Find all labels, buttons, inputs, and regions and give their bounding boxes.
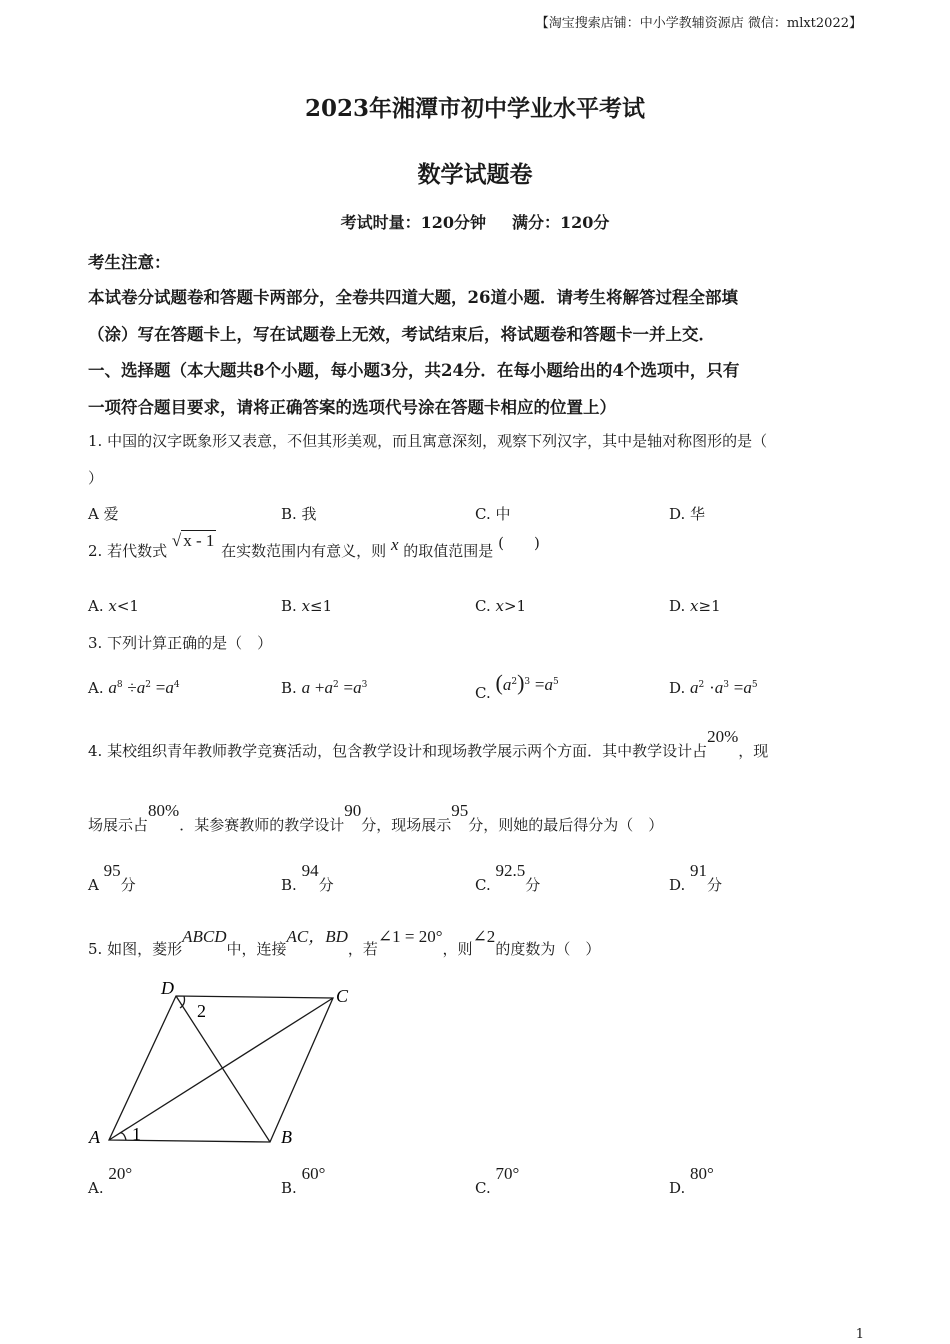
q1-option-a: A 爱 (88, 505, 119, 523)
label-angle-1: 1 (132, 1124, 141, 1144)
exam-time: 考试时量：120分钟 (340, 213, 486, 232)
label-b: B (281, 1127, 292, 1147)
q3-stem: 3. 下列计算正确的是（ ） (88, 634, 273, 652)
q4-option-c: C. 92.5分 (475, 861, 541, 894)
rhombus-figure (80, 972, 380, 1152)
q2-option-b: B. x≤1 (281, 597, 333, 615)
q5-option-a: A. 20° (88, 1164, 133, 1197)
exam-subtitle: 数学试题卷 (417, 161, 533, 188)
q4-option-a: A 95分 (88, 861, 136, 894)
q4-option-d: D. 91分 (669, 861, 723, 894)
q3-option-c: C. $(a^2)^3 =a^5$ (475, 670, 559, 702)
q2-text-pre: 2. 若代数式 (88, 542, 168, 560)
q2-option-d: D. x≥1 (669, 597, 721, 615)
q1-stem-line1: 1. 中国的汉字既象形又表意，不但其形美观，而且寓意深刻，观察下列汉字，其中是轴对称图形的是（ (88, 432, 768, 450)
q5-stem: 5. 如图，菱形ABCD中，连接AC，BD，若∠1 = 20°，则∠2的度数为（ ） (88, 927, 601, 958)
q2-text-post: 的取值范围是 (403, 542, 494, 560)
q5-option-d: D. 80° (669, 1164, 714, 1197)
q1-option-d: D. 华 (669, 505, 706, 523)
section-line1: 一、选择题（本大题共8个小题，每小题3分，共24分．在每小题给出的4个选项中，只有 (88, 361, 740, 380)
label-d: D (161, 978, 174, 998)
notice-line1: 本试卷分试题卷和答题卡两部分，全卷共四道大题，26道小题．请考生将解答过程全部填 (88, 288, 738, 307)
header-note: 【淘宝搜索店铺：中小学教辅资源店 微信：mlxt2022】 (535, 16, 862, 31)
q1-stem-line2: ） (88, 469, 104, 487)
q2-sqrt-expression: √ x - 1 (171, 531, 215, 550)
q3-option-d: D. $a^2 \cdot a^3 =a^5$ (669, 678, 758, 697)
q2-option-a: A. x<1 (88, 597, 139, 615)
q2-sqrt-radicand: x - 1 (183, 531, 215, 550)
q3-option-a: A. $a^8 \div a^2 =a^4$ (88, 678, 180, 697)
q5-option-c: C. 70° (475, 1164, 520, 1197)
exam-title: 2023年湘潭市初中学业水平考试 (304, 95, 645, 122)
q3-option-b: B. $a +a^2 =a^3$ (281, 678, 368, 697)
notice-heading: 考生注意： (88, 253, 171, 272)
q2-var: x (390, 535, 399, 554)
label-angle-2: 2 (197, 1001, 206, 1021)
q1-option-b: B. 我 (281, 505, 317, 523)
q4-stem-line1: 4. 某校组织青年教师教学竞赛活动，包含教学设计和现场教学展示两个方面．其中教学设计占20%，现 (88, 727, 769, 760)
page-number: 1 (855, 1327, 864, 1342)
exam-score: 满分：120分 (512, 213, 610, 232)
q2-text-mid: 在实数范围内有意义，则 (221, 542, 387, 560)
label-a: A (89, 1127, 100, 1147)
diagonal-bd (176, 996, 270, 1142)
q2-option-c: C. x>1 (475, 597, 527, 615)
q2-paren: ( ) (498, 534, 540, 552)
exam-info (0, 210, 950, 233)
notice-line2: （涂）写在答题卡上，写在试题卷上无效，考试结束后，将试题卷和答题卡一并上交． (88, 325, 715, 344)
q4-option-b: B. 94分 (281, 861, 334, 894)
angle-2-arc (180, 996, 185, 1008)
label-c: C (336, 986, 349, 1006)
angle-1-arc (120, 1133, 126, 1140)
q1-option-c: C. 中 (475, 505, 511, 523)
q4-stem-line2: 场展示占80%．某参赛教师的教学设计90分，现场展示95分，则她的最后得分为（ ） (88, 801, 664, 834)
q2-stem (88, 531, 540, 561)
section-line2: 一项符合题目要求，请将正确答案的选项代号涂在答题卡相应的位置上） (88, 398, 616, 417)
q5-option-b: B. 60° (281, 1164, 326, 1197)
